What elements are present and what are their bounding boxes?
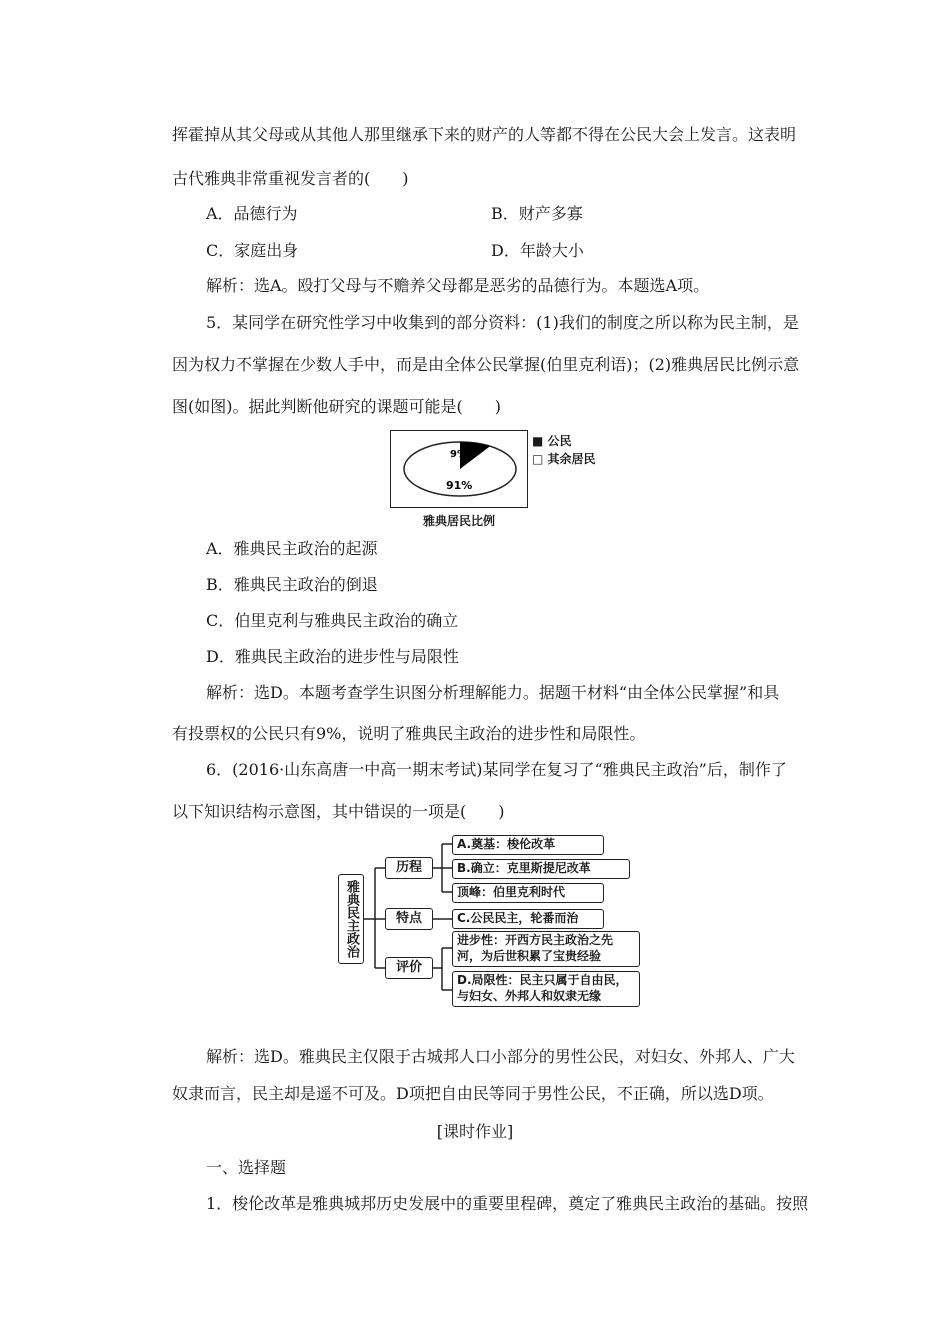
- option-d: D．雅典民主政治的进步性与局限性: [206, 647, 459, 666]
- option-a: A．雅典民主政治的起源: [206, 539, 378, 558]
- legend-citizens: ■ 公民: [532, 434, 572, 448]
- question-5-line: 图(如图)。据此判断他研究的课题可能是( ): [172, 397, 501, 416]
- leaf-line: 进步性：开西方民主政治之先: [457, 933, 614, 947]
- leaf-progressiveness: [452, 931, 640, 967]
- branch-process: 历程: [385, 857, 433, 879]
- pie-chart-figure: [390, 430, 630, 530]
- pie-label-other-residents: 91%: [446, 479, 473, 492]
- leaf-a: A.奠基：梭伦改革: [452, 835, 604, 855]
- leaf-b: B.确立：克里斯提尼改革: [452, 859, 630, 879]
- pie-label-citizens: 9%: [450, 449, 467, 460]
- knowledge-structure-diagram: [330, 828, 650, 1008]
- paragraph-line: 古代雅典非常重视发言者的( ): [172, 169, 409, 188]
- option-a: A．品德行为: [206, 204, 298, 223]
- branch-features: 特点: [385, 908, 433, 930]
- question-1-line: 1．梭伦改革是雅典城邦历史发展中的重要里程碑，奠定了雅典民主政治的基础。按照: [206, 1194, 809, 1213]
- answer-explanation: 奴隶而言，民主却是遥不可及。D项把自由民等同于男性公民，不正确，所以选D项。: [172, 1084, 774, 1103]
- leaf-c: C.公民民主，轮番而治: [452, 909, 604, 929]
- leaf-line: 与妇女、外邦人和奴隶无缘: [457, 989, 602, 1003]
- section-title: [课时作业]: [436, 1122, 514, 1141]
- leaf-line: 河，为后世积累了宝贵经验: [457, 949, 602, 963]
- answer-explanation: 解析：选D。雅典民主仅限于古城邦人口小部分的男性公民，对妇女、外邦人、广大: [206, 1047, 795, 1066]
- option-d: D．年龄大小: [491, 241, 584, 260]
- diagram-root: 雅典民主政治: [338, 874, 364, 964]
- option-b: B．财产多寡: [491, 204, 583, 223]
- branch-evaluation: 评价: [385, 957, 433, 979]
- answer-explanation: 解析：选A。殴打父母与不赡养父母都是恶劣的品德行为。本题选A项。: [206, 276, 710, 295]
- option-c: C．伯里克利与雅典民主政治的确立: [206, 611, 459, 630]
- question-5-line: 5．某同学在研究性学习中收集到的部分资料：(1)我们的制度之所以称为民主制，是: [206, 313, 799, 332]
- pie-chart: [390, 430, 530, 510]
- chart-caption: 雅典居民比例: [422, 514, 495, 528]
- leaf-d: [452, 971, 640, 1007]
- question-6-line: 以下知识结构示意图，其中错误的一项是( ): [172, 802, 505, 821]
- paragraph-line: 挥霍掉从其父母或从其他人那里继承下来的财产的人等都不得在公民大会上发言。这表明: [172, 125, 797, 144]
- subsection-title: 一、选择题: [206, 1158, 287, 1177]
- legend-other-residents: □ 其余居民: [532, 452, 596, 466]
- option-c: C．家庭出身: [206, 241, 299, 260]
- answer-explanation: 解析：选D。本题考查学生识图分析理解能力。据题干材料“由全体公民掌握”和具: [206, 683, 780, 702]
- question-5-line: 因为权力不掌握在少数人手中，而是由全体公民掌握(伯里克利语)；(2)雅典居民比例示意: [172, 355, 800, 374]
- option-b: B．雅典民主政治的倒退: [206, 575, 378, 594]
- leaf-peak: 顶峰：伯里克利时代: [452, 883, 604, 903]
- question-6-line: 6．(2016·山东高唐一中高一期末考试)某同学在复习了“雅典民主政治”后，制作了: [206, 760, 787, 779]
- leaf-line: D.局限性：民主只属于自由民，: [457, 973, 628, 987]
- answer-explanation: 有投票权的公民只有9%，说明了雅典民主政治的进步性和局限性。: [172, 724, 646, 743]
